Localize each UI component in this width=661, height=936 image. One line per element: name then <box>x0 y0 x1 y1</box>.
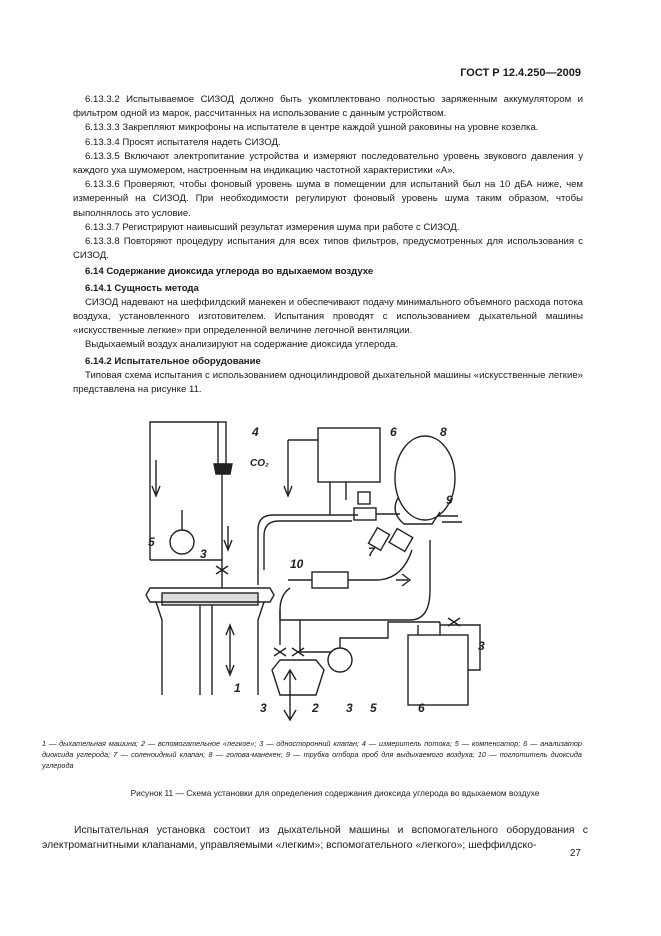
pipe <box>280 610 332 652</box>
body-text <box>73 93 583 397</box>
flow-arrow <box>224 526 232 550</box>
solenoid <box>358 492 370 504</box>
machine-piston <box>162 593 258 605</box>
label-co2: CO₂ <box>250 458 269 469</box>
pipe <box>288 550 412 580</box>
label-7: 7 <box>368 545 375 559</box>
label-9: 9 <box>446 493 453 507</box>
motion-arrow <box>226 625 234 675</box>
pipe <box>330 482 346 515</box>
label-1: 1 <box>234 681 241 695</box>
label-3: 3 <box>478 639 485 653</box>
label-3: 3 <box>346 701 353 715</box>
paragraph: 6.13.3.8 Повторяют процедуру испытания для всех типов фильтров, предусмотренных для использования с СИЗОД. <box>73 236 583 262</box>
flow-meter-tube <box>218 422 226 464</box>
label-4: 4 <box>252 425 259 439</box>
paragraph: Испытательная установка состоит из дыхательной машины и вспомогательного оборудования с электромагнитными клапанами, управляемыми «легким»; вспомогательного «легкого»; шеффилдско- <box>42 825 588 851</box>
pipe <box>222 570 258 588</box>
valve-block <box>389 529 413 552</box>
label-3: 3 <box>260 701 267 715</box>
label-8: 8 <box>440 425 447 439</box>
check-valve <box>274 648 286 656</box>
label-5: 5 <box>370 701 377 715</box>
label-10: 10 <box>290 557 304 571</box>
label-6: 6 <box>418 701 425 715</box>
flow-arrow <box>396 574 410 586</box>
co2-analyser <box>318 428 380 482</box>
body-text-continued <box>42 823 588 853</box>
machine-cylinder-walls <box>156 602 264 695</box>
pipe <box>150 422 218 560</box>
label-3: 3 <box>200 547 207 561</box>
paragraph: 6.13.3.6 Проверяют, чтобы фоновый уровень шума в помещении для испытаний был на 10 дБА ниже, чем измеренный на СИЗОД. При необходимости регулируют фоновый уровень шума таким образом, чтобы выполнялось это условие. <box>73 179 583 219</box>
check-valve <box>216 494 228 574</box>
paragraph: 6.13.3.3 Закрепляют микрофоны на испытателе в центре каждой ушной раковины на уровне козелка. <box>85 122 539 134</box>
paragraph: 6.13.3.5 Включают электропитание устройства и измеряют последовательно уровень звукового давления у каждого уха шумомером, настроенным на индикацию частотной характеристики «А». <box>73 150 583 177</box>
paragraph: 6.13.3.4 Просят испытателя надеть СИЗОД. <box>85 136 281 148</box>
sample-tube <box>438 516 462 522</box>
test-setup-diagram <box>140 420 500 725</box>
pipe <box>264 521 352 570</box>
document-header: ГОСТ Р 12.4.250—2009 <box>460 67 581 79</box>
subsection-heading: 6.14.2 Испытательное оборудование <box>85 355 261 367</box>
flow-meter-base <box>214 464 232 474</box>
compensator-gauge <box>328 648 352 672</box>
co2-absorber <box>312 572 348 588</box>
solenoid-valve <box>354 508 376 520</box>
label-2: 2 <box>312 701 319 715</box>
machine-rod <box>200 605 212 695</box>
auxiliary-lung <box>272 660 324 695</box>
figure-caption: Рисунок 11 — Схема установки для определения содержания диоксида углерода во вдыхаемом воздухе <box>130 788 540 798</box>
figure-legend: 1 — дыхательная машина; 2 — вспомогательное «легкое»; 3 — односторонний клапан; 4 — измеритель потока; 5 — компенсатор; 6 — анализатор диоксида углерода; 7 — соленоидный клапан; 8 — голова-манекен; 9 — трубка отбора проб для выдыхаемого воздуха; 10 — поглотитель диоксида углерода <box>42 739 582 770</box>
page-number: 27 <box>569 848 581 859</box>
co2-analyser <box>408 635 468 705</box>
dummy-face <box>395 498 440 524</box>
paragraph: Типовая схема испытания с использованием одноцилиндровой дыхательной машины «искусственные легкие» представлена на рисунке 11. <box>73 369 583 396</box>
section-heading: 6.14 Содержание диоксида углерода во вдыхаемом воздухе <box>85 266 374 278</box>
pipe <box>258 515 358 570</box>
subsection-heading: 6.14.1 Сущность метода <box>85 282 199 294</box>
pipe <box>418 622 440 635</box>
paragraph: СИЗОД надевают на шеффилдский манекен и обеспечивают подачу минимального объемного расхода потока воздуха, установленного изготовителем. Испытания проводят с использованием дыхательной машины «искусственные легкие» при определенной величине легочной вентиляции. <box>73 296 583 337</box>
label-5: 5 <box>148 535 155 549</box>
dummy-head <box>395 436 455 520</box>
flow-arrow <box>152 460 160 496</box>
pipe <box>440 625 480 670</box>
pipe <box>284 440 318 496</box>
compensator-gauge <box>170 530 194 554</box>
paragraph: 6.13.3.2 Испытываемое СИЗОД должно быть укомплектовано полностью заряженным аккумулятором и фильтром одной из марок, рассчитанных на использование с данным устройством. <box>73 94 583 120</box>
label-6: 6 <box>390 425 397 439</box>
paragraph: 6.13.3.7 Регистрируют наивысший результат измерения шума при работе с СИЗОД. <box>85 221 460 233</box>
paragraph: Выдыхаемый воздух анализируют на содержание диоксида углерода. <box>85 339 399 351</box>
